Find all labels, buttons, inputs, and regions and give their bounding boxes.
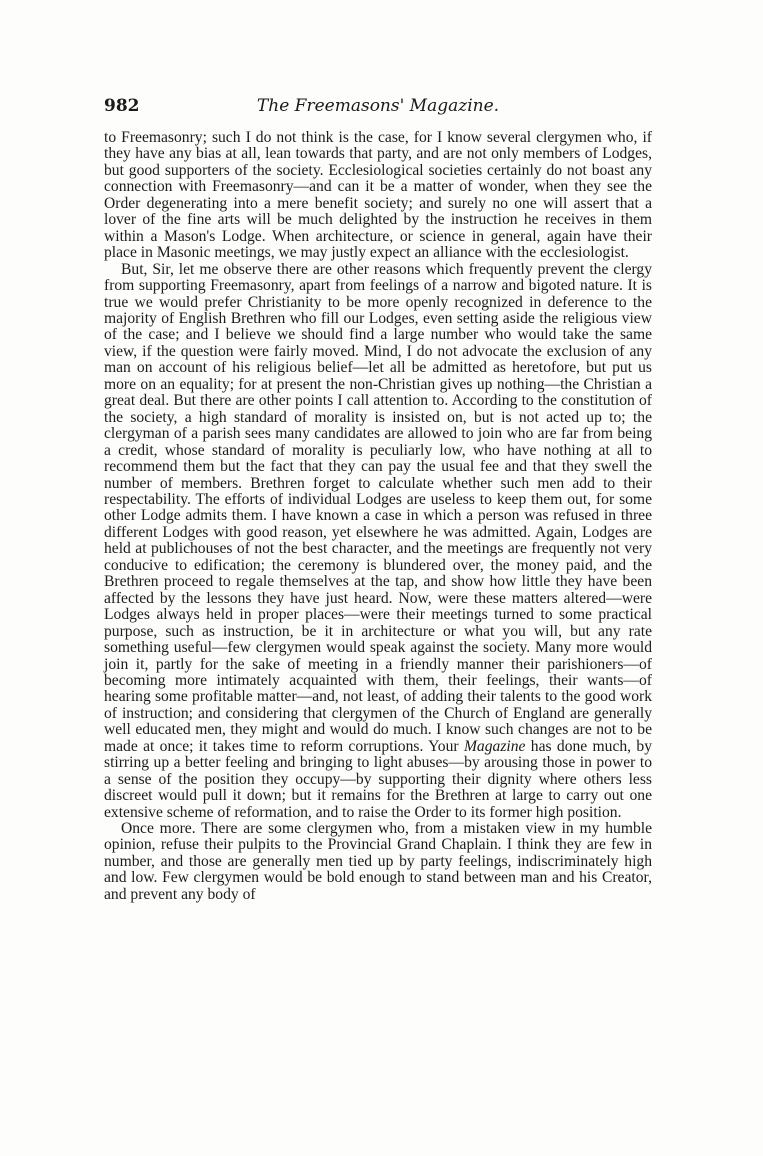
page-header	[104, 96, 652, 120]
paragraph-2-text: But, Sir, let me observe there are other reasons which frequently prevent the clergy from supporting Freemasonry, apart from feelings of a narrow and bigoted nature. It is true we would prefer Christianity to be more openly recognized in deference to the majority of English Brethren who fill our Lodges, even setting aside the religious view of the case; and I believe we should find a large number who would take the same view, if the question were fairly moved. Mind, I do not advocate the exclusion of any man on account of his religious belief—let all be admitted as heretofore, but put us more on an equality; for at present the non-Christian gives up nothing—the Christian a great deal. But there are other points I call attention to. According to the constitution of the society, a high standard of morality is insisted on, but is not acted up to; the clergyman of a parish sees many candidates are allowed to join who are far from being a credit, whose standard of morality is peculiarly low, who have nothing at all to recommend them but the fact that they can pay the usual fee and that they swell the number of members. Brethren forget to calculate whether such men add to their respectability. The efforts of individual Lodges are useless to keep them out, for some other Lodge admits them. I have known a case in which a person was refused in three different Lodges with good reason, yet elsewhere he was admitted. Again, Lodges are held at publichouses of not the best character, and the meetings are frequently not very conducive to edification; the ceremony is blundered over, the money paid, and the Brethren proceed to regale themselves at the tap, and show how little they have been affected by the lessons they have just heard. Now, were these matters altered—were Lodges always held in proper places—were their meetings turned to some practical purpose, such as instruction, be it in architecture or what you will, but any rate something useful—few clergymen would speak against the society. Many more would join it, partly for the sake of meeting in a friendly manner their parishioners—of becoming more intimately acquainted with them, their feelings, their wants—of hearing some profitable matter—and, not least, of adding their talents to the good work of instruction; and considering that clergymen of the Church of England are generally well educated men, they might and would do much. I know such changes are not to be made at once; it takes time to reform corruptions. Your	[104, 260, 652, 755]
page-number: 982	[104, 96, 140, 116]
paragraph-1: to Freemasonry; such I do not think is the case, for I know several clergymen who, if they have any bias at all, lean towards that party, and are not only members of Lodges, but good supporters of the society. Ecclesiological societies certainly do not boast any connection with Freemasonry—and can it be a matter of wonder, when they see the Order degenerating into a mere benefit society; and surely no one will assert that a lover of the fine arts will be much delighted by the instruction he receives in them within a Mason's Lodge. When architecture, or science in general, again have their place in Masonic meetings, we may justly expect an alliance with the ecclesiologist.	[104, 129, 652, 262]
paragraph-2	[104, 262, 652, 821]
running-title: The Freemasons' Magazine.	[256, 96, 500, 116]
paragraph-3: Once more. There are some clergymen who, from a mistaken view in my humble opinion, refuse their pulpits to the Provincial Grand Chaplain. I think they are few in number, and those are generally men tied up by party feelings, indiscriminately high and low. Few clergymen would be bold enough to stand between man and his Creator, and prevent any body of	[104, 820, 652, 903]
magazine-italic: Magazine	[463, 737, 526, 755]
paragraph-2-text-after: has done much, by stirring up a better feeling and bringing to light abuses—by arousing those in power to a sense of the position they occupy—by supporting their dignity where others less discreet would pull it down; but it remains for the Brethren at large to carry out one extensive scheme of reformation, and to raise the Order to its former high position.	[104, 737, 653, 821]
article-body	[104, 130, 652, 903]
